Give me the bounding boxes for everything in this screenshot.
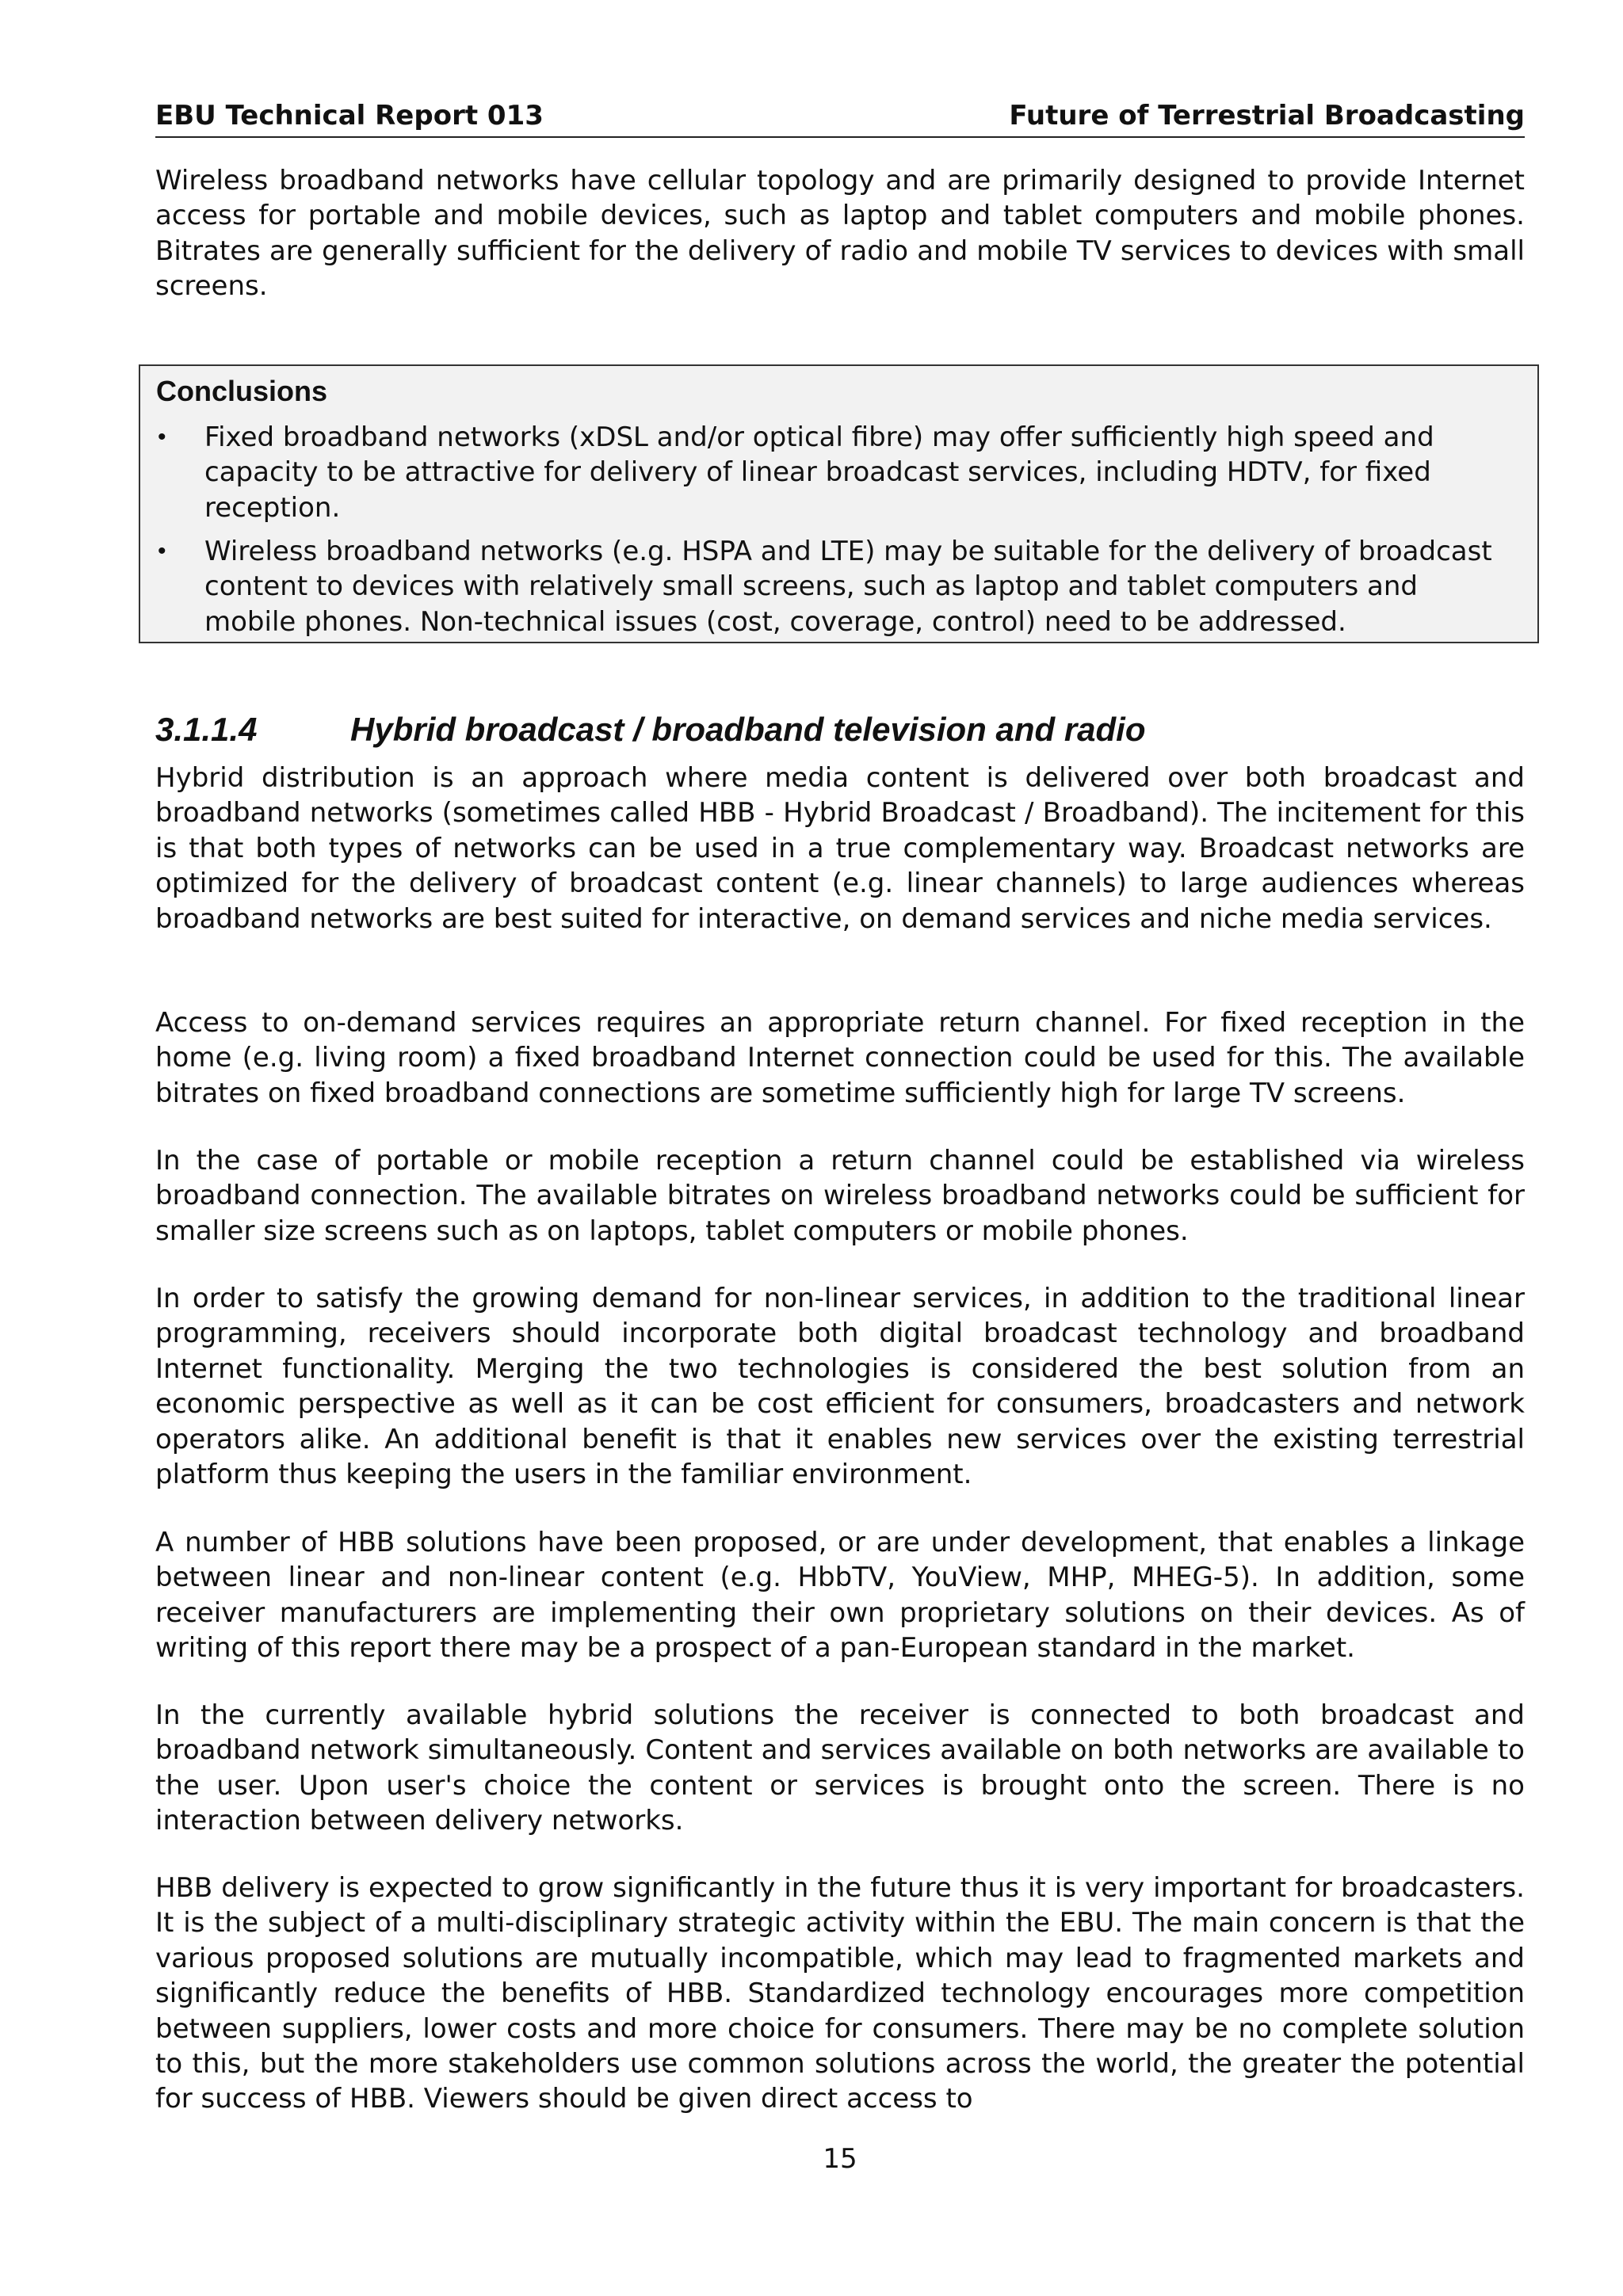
body-paragraph: In the case of portable or mobile reception a return channel could be established via wireless broadband connection. The available bitrates on wireless broadband networks could be sufficient for smaller size screens such as on laptops, tablet computers or mobile phones. (155, 1145, 1525, 1247)
body-paragraph: Hybrid distribution is an approach where media content is delivered over both broadcast and broadband networks (sometimes called HBB - Hybrid Broadcast / Broadband). The incitement for this is that both types of networks can be used in a true complementary way. Broadcast networks are optimized for the delivery of broadcast content (e.g. linear channels) to large audiences whereas broadband networks are best suited for interactive, on demand services and niche media services. (155, 762, 1525, 935)
page-header (155, 95, 1525, 138)
body-paragraph: HBB delivery is expected to grow significantly in the future thus it is very important for broadcasters. It is the subject of a multi-disciplinary strategic activity within the EBU. The main concern is that the various proposed solutions are mutually incompatible, which may lead to fragmented markets and significantly reduce the benefits of HBB. Standardized technology encourages more competition between suppliers, lower costs and more choice for consumers. There may be no complete solution to this, but the more stakeholders use common solutions across the world, the greater the potential for success of HBB. Viewers should be given direct access to (155, 1872, 1525, 2115)
header-report-title: EBU Technical Report 013 (155, 100, 544, 132)
intro-paragraph: Wireless broadband networks have cellular topology and are primarily designed to provide Internet access for portable and mobile devices, such as laptop and tablet computers and mobile phones. Bitrates are generally sufficient for the delivery of radio and mobile TV services to devices with small screens. (155, 165, 1525, 303)
document-page (155, 0, 1525, 2296)
section-heading (155, 707, 1146, 752)
page-number: 15 (823, 2143, 857, 2175)
conclusions-title: Conclusions (156, 375, 328, 407)
section-number: 3.1.1.4 (155, 711, 258, 748)
bullet-icon: • (158, 424, 166, 450)
body-paragraph: Access to on-demand services requires an appropriate return channel. For fixed reception in the home (e.g. living room) a fixed broadband Internet connection could be used for this. The available bitrates on fixed broadband connections are sometime sufficiently high for large TV screens. (155, 1007, 1525, 1109)
bullet-icon: • (158, 538, 166, 564)
header-document-title: Future of Terrestrial Broadcasting (1009, 100, 1525, 132)
conclusion-item-text: Wireless broadband networks (e.g. HSPA and LTE) may be suitable for the delivery of broadcast content to devices with relatively small screens, such as laptop and tablet computers and mobile phones. Non-technical issues (cost, coverage, control) need to be addressed. (204, 536, 1492, 638)
body-paragraph: In the currently available hybrid solutions the receiver is connected to both broadcast and broadband network simultaneously. Content and services available on both networks are available to the user. Upon user's choice the content or services is brought onto the screen. There is no interaction between delivery networks. (155, 1699, 1525, 1837)
conclusion-item-text: Fixed broadband networks (xDSL and/or optical fibre) may offer sufficiently high speed and capacity to be attractive for delivery of linear broadcast services, including HDTV, for fixed reception. (204, 421, 1434, 524)
section-title: Hybrid broadcast / broadband television and radio (350, 711, 1146, 748)
conclusions-box (139, 364, 1539, 643)
body-paragraph: In order to satisfy the growing demand for non-linear services, in addition to the traditional linear programming, receivers should incorporate both digital broadcast technology and broadband Internet functionality. Merging the two technologies is considered the best solution from an economic perspective as well as it can be cost efficient for consumers, broadcasters and network operators alike. An additional benefit is that it enables new services over the existing terrestrial platform thus keeping the users in the familiar environment. (155, 1283, 1525, 1491)
body-paragraph: A number of HBB solutions have been proposed, or are under development, that enables a linkage between linear and non-linear content (e.g. HbbTV, YouView, MHP, MHEG-5). In addition, some receiver manufacturers are implementing their own proprietary solutions on their devices. As of writing of this report there may be a prospect of a pan-European standard in the market. (155, 1527, 1525, 1665)
